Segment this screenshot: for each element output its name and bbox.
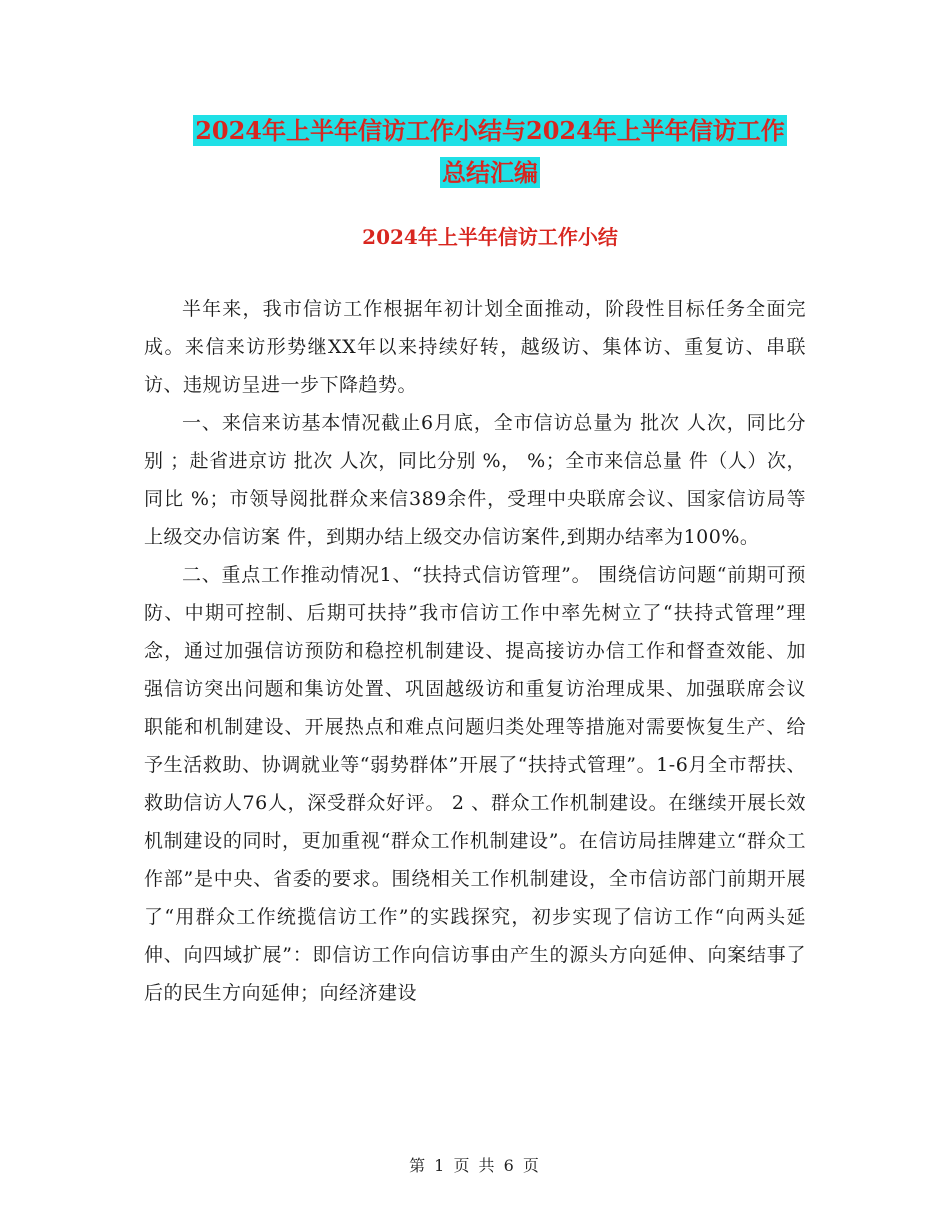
paragraph-3: 二、重点工作推动情况1、“扶持式信访管理”。 围绕信访问题“前期可预防、中期可控制、后期可扶持”我市信访工作中率先树立了“扶持式管理”理念，通过加强信访预防和稳控机制建设、提高接访办信工作和督查效能、加强信访突出问题和集访处置、巩固越级访和重复访治理成果、加强联席会议职能和机制建设、开展热点和难点问题归类处理等措施对需要恢复生产、给予生活救助、协调就业等“弱势群体”开展了“扶持式管理”。1-6月全市帮扶、救助信访人76人，深受群众好评。 2 、群众工作机制建设。在继续开展长效机制建设的同时，更加重视“群众工作机制建设”。在信访局挂牌建立“群众工作部”是中央、省委的要求。围绕相关工作机制建设，全市信访部门前期开展了“用群众工作统揽信访工作”的实践探究，初步实现了信访工作“向两头延伸、向四域扩展”：即信访工作向信访事由产生的源头方向延伸、向案结事了后的民生方向延伸；向经济建设: [144, 564, 806, 1004]
paragraph-2: 一、来信来访基本情况截止6月底，全市信访总量为 批次 人次，同比分别 ；赴省进京访 批次 人次，同比分别 %， %；全市来信总量 件（人）次，同比 %；市领导阅批群众来信389余件，受理中央联席会议、国家信访局等上级交办信访案 件，到期办结上级交办信访案件,到期办结率为100%。: [144, 412, 806, 548]
section-title: 2024年上半年信访工作小结: [362, 225, 618, 249]
page-footer: 第 1 页 共 6 页: [409, 1156, 541, 1175]
document-title-line1: 2024年上半年信访工作小结与2024年上半年信访工作: [195, 116, 785, 145]
document-title-line2: 总结汇编: [442, 158, 538, 187]
document-title: [140, 110, 840, 194]
document-body: [144, 290, 806, 1012]
paragraph-1: 半年来，我市信访工作根据年初计划全面推动，阶段性目标任务全面完成。来信来访形势继XX年以来持续好转，越级访、集体访、重复访、串联访、违规访呈进一步下降趋势。: [144, 298, 806, 396]
